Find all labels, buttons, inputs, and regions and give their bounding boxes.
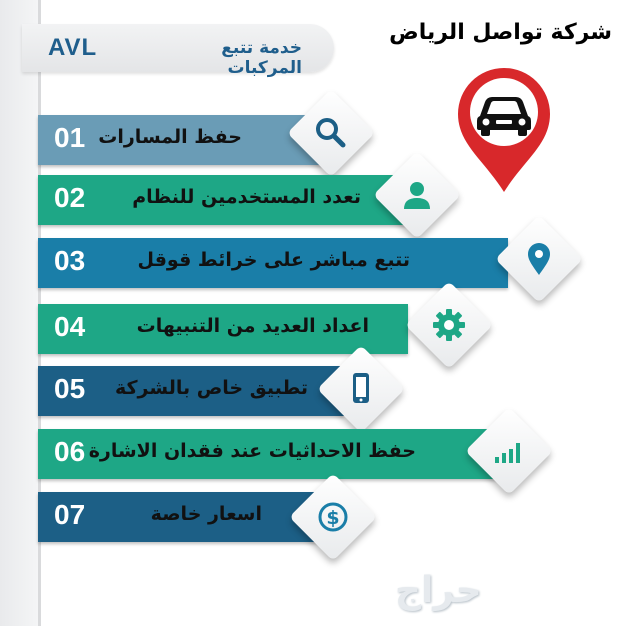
- watermark: حراج: [395, 570, 482, 611]
- signal-bars-icon: [487, 429, 531, 473]
- feature-label: اعداد العديد من التنبيهات: [136, 315, 369, 337]
- search-icon: [309, 111, 353, 155]
- left-strip: [0, 0, 38, 626]
- feature-label: تطبيق خاص بالشركة: [114, 377, 308, 399]
- feature-label: تتبع مباشر على خرائط قوقل: [137, 249, 410, 271]
- user-icon: [395, 173, 439, 217]
- feature-label: اسعار خاصة: [150, 503, 262, 525]
- header-avl: AVL: [48, 34, 98, 61]
- feature-number: 01: [54, 122, 86, 153]
- feature-label: تعدد المستخدمين للنظام: [132, 186, 361, 208]
- location-pin-icon: [517, 237, 561, 281]
- feature-number: 05: [54, 373, 86, 404]
- dollar-icon: [311, 495, 355, 539]
- header-service: خدمة تتبع المركبات: [221, 38, 302, 78]
- feature-band-06: [38, 429, 498, 479]
- car-pin-icon: [454, 66, 554, 196]
- feature-number: 02: [54, 182, 86, 213]
- feature-label: حفظ المسارات: [98, 126, 242, 148]
- company-name: شركة تواصل الرياض: [389, 20, 612, 45]
- mobile-phone-icon: [339, 367, 383, 411]
- feature-number: 03: [54, 245, 86, 276]
- feature-band-02: [38, 175, 408, 225]
- svg-text:$: $: [326, 507, 340, 529]
- feature-band-04: [38, 304, 408, 354]
- feature-label: حفظ الاحداثيات عند فقدان الاشارة: [88, 440, 416, 462]
- feature-number: 07: [54, 499, 86, 530]
- feature-band-03: [38, 238, 508, 288]
- feature-number: 04: [54, 311, 86, 342]
- gear-icon: [427, 303, 471, 347]
- feature-band-01: [38, 115, 328, 165]
- feature-number: 06: [54, 436, 86, 467]
- feature-band-05: [38, 366, 344, 416]
